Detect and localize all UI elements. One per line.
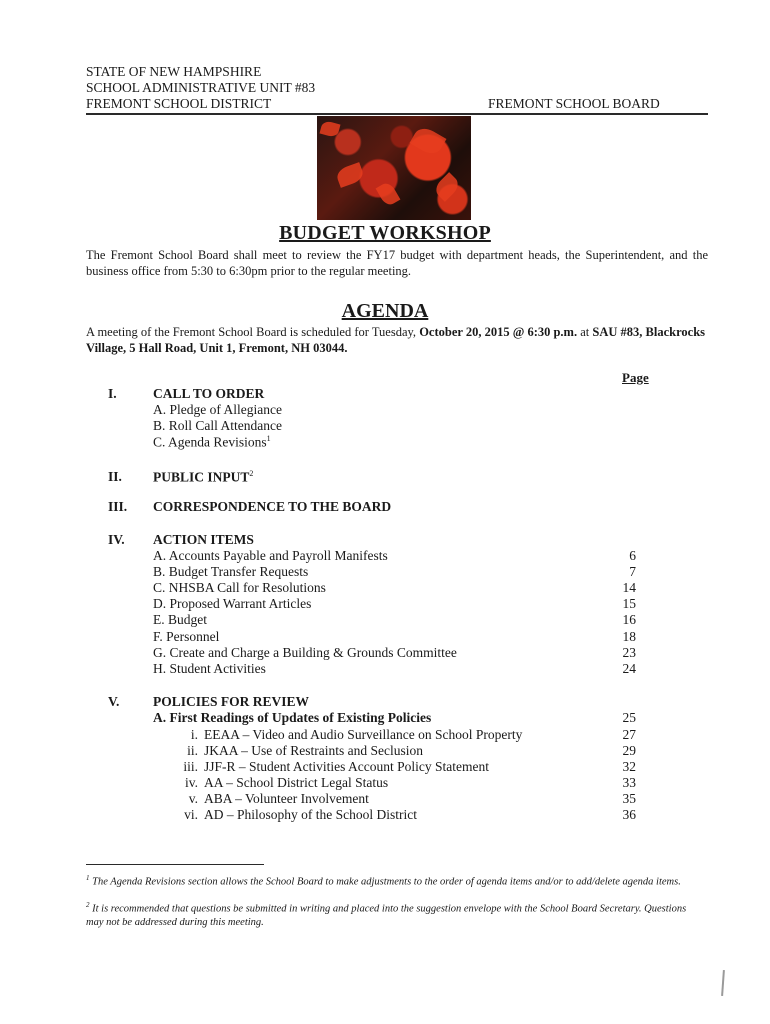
section-number: V. <box>108 694 120 709</box>
meeting-at: at <box>580 325 590 339</box>
section-title-policies: POLICIES FOR REVIEW <box>153 694 310 709</box>
section-title-label: PUBLIC INPUT <box>153 469 250 485</box>
section-number: IV. <box>108 532 125 547</box>
pen-mark <box>721 970 725 996</box>
page-number: 29 <box>622 743 636 758</box>
roman-numeral: iv. <box>185 775 198 790</box>
agenda-item-revisions <box>153 434 271 451</box>
meeting-prefix: A meeting of the Fremont School Board is scheduled for Tuesday, <box>86 325 417 339</box>
policy-item <box>164 775 388 791</box>
section-title-action-items: ACTION ITEMS <box>153 532 254 547</box>
footnote-text: It is recommended that questions be submitted in writing and placed into the suggestion envelope with the School Board Secretary. Questions may not be addressed during this meeting. <box>86 903 687 928</box>
letterhead-district: FREMONT SCHOOL DISTRICT <box>86 96 272 111</box>
meeting-date: October 20, 2015 @ 6:30 p.m. <box>419 325 578 339</box>
policy-subsection-title: A. First Readings of Updates of Existing Policies <box>153 710 432 725</box>
section-title-correspondence: CORRESPONDENCE TO THE BOARD <box>153 499 392 514</box>
agenda-item: C. NHSBA Call for Resolutions <box>153 580 326 595</box>
page-number: 6 <box>629 548 636 563</box>
agenda-item: F. Personnel <box>153 629 220 644</box>
section-number: III. <box>108 499 128 514</box>
budget-workshop-text: The Fremont School Board shall meet to review the FY17 budget with department heads, the Superintendent, and the business office from 5:30 to 6:30pm prior to the regular meeting. <box>86 248 708 278</box>
agenda-item: H. Student Activities <box>153 661 266 676</box>
page-number: 35 <box>622 791 636 806</box>
footnote-1 <box>86 872 698 889</box>
policy-item <box>164 759 489 775</box>
policy-label: EEAA – Video and Audio Surveillance on School Property <box>204 727 523 742</box>
page-number: 25 <box>622 710 636 725</box>
letterhead-left <box>86 64 315 112</box>
page-number: 14 <box>622 580 636 595</box>
policy-label: JJF-R – Student Activities Account Policy Statement <box>204 759 489 774</box>
letterhead-sau: SCHOOL ADMINISTRATIVE UNIT #83 <box>86 80 316 95</box>
footnote-marker: 1 <box>86 874 90 882</box>
page-number: 27 <box>622 727 636 742</box>
page-number: 7 <box>629 564 636 579</box>
agenda-item: A. Accounts Payable and Payroll Manifests <box>153 548 388 563</box>
section-title-public-input <box>153 469 253 486</box>
agenda-item: B. Roll Call Attendance <box>153 418 282 433</box>
policy-label: ABA – Volunteer Involvement <box>204 791 369 806</box>
footnote-2 <box>86 899 698 929</box>
section-number: I. <box>108 386 117 401</box>
roman-numeral: v. <box>188 791 198 806</box>
agenda-item: G. Create and Charge a Building & Grounds Committee <box>153 645 457 660</box>
agenda-item: E. Budget <box>153 612 207 627</box>
letterhead-state: STATE OF NEW HAMPSHIRE <box>86 64 262 79</box>
agenda-item-label: C. Agenda Revisions <box>153 434 267 450</box>
letterhead-board: FREMONT SCHOOL BOARD <box>488 96 660 111</box>
policy-item <box>164 791 369 807</box>
footnote-ref: 1 <box>266 434 271 443</box>
footnote-text: The Agenda Revisions section allows the School Board to make adjustments to the order of agenda items and/or to add/delete agenda items. <box>92 876 681 888</box>
budget-workshop-title: BUDGET WORKSHOP <box>279 222 491 244</box>
agenda-title: AGENDA <box>341 300 429 322</box>
roman-numeral: i. <box>190 727 198 742</box>
agenda-item: D. Proposed Warrant Articles <box>153 596 312 611</box>
roman-numeral: vi. <box>184 807 198 822</box>
footnote-ref: 2 <box>249 469 254 478</box>
page-column-header: Page <box>622 370 649 385</box>
page-number: 15 <box>622 596 636 611</box>
roman-numeral: ii. <box>187 743 198 758</box>
agenda-item: B. Budget Transfer Requests <box>153 564 309 579</box>
meeting-notice <box>86 324 708 356</box>
autumn-leaves-photo <box>317 116 471 220</box>
section-title-call-to-order: CALL TO ORDER <box>153 386 265 401</box>
meeting-location: SAU #83, Blackrocks Village, 5 Hall Road, Unit 1, Fremont, NH 03044. <box>86 325 706 355</box>
policy-label: AA – School District Legal Status <box>204 775 389 790</box>
header-divider <box>86 113 708 115</box>
policy-item <box>164 807 417 823</box>
page-number: 32 <box>622 759 636 774</box>
policy-label: JKAA – Use of Restraints and Seclusion <box>204 743 423 758</box>
policy-item <box>164 727 522 743</box>
policy-item <box>164 743 423 759</box>
page-number: 33 <box>622 775 636 790</box>
page-number: 16 <box>622 612 636 627</box>
agenda-item: A. Pledge of Allegiance <box>153 402 282 417</box>
policy-label: AD – Philosophy of the School District <box>204 807 417 822</box>
footnote-marker: 2 <box>86 901 90 909</box>
page-number: 36 <box>622 807 636 822</box>
page-number: 18 <box>622 629 636 644</box>
section-number: II. <box>108 469 122 484</box>
page-number: 23 <box>622 645 636 660</box>
footnote-divider <box>86 864 264 865</box>
page-number: 24 <box>622 661 636 676</box>
roman-numeral: iii. <box>183 759 198 774</box>
